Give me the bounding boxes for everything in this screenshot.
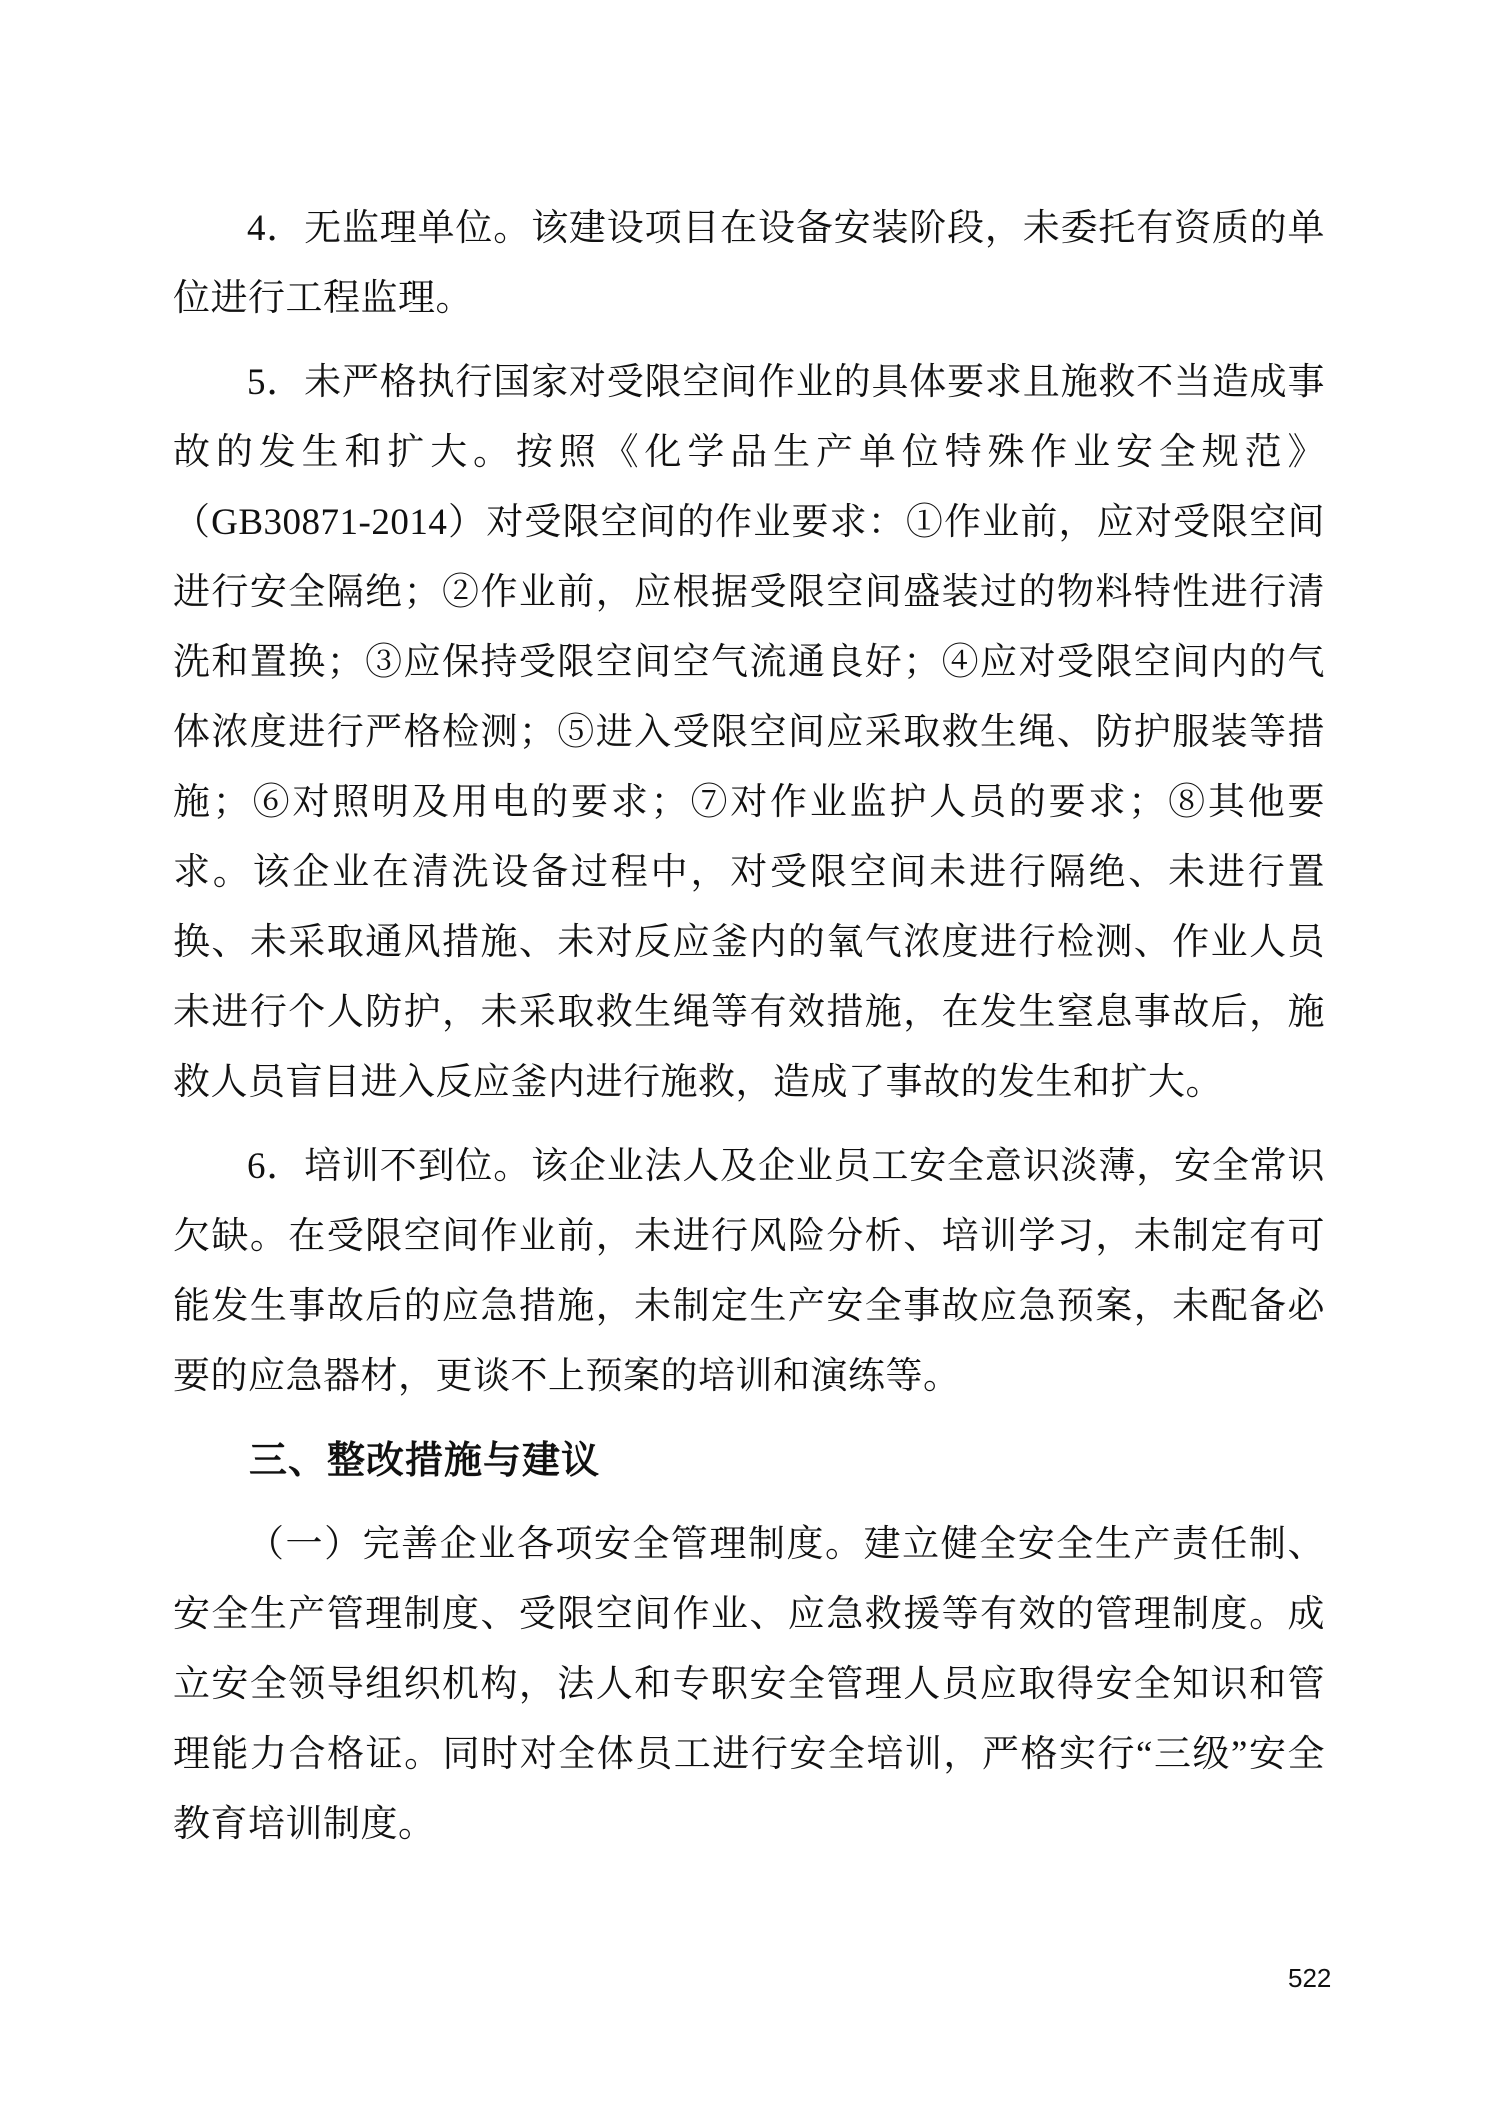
paragraph-item-4: 4．无监理单位。该建设项目在设备安装阶段，未委托有资质的单位进行工程监理。 bbox=[173, 208, 1325, 319]
page-number: 522 bbox=[1288, 1963, 1332, 1993]
paragraph-item-5: 5．未严格执行国家对受限空间作业的具体要求且施救不当造成事故的发生和扩大。按照《化学品生产单位特殊作业安全规范》（GB30871-2014）对受限空间的作业要求：①作业前，应对受限空间进行安全隔绝；②作业前，应根据受限空间盛装过的物料特性进行清洗和置换；③应保持受限空间空气流通良好；④应对受限空间内的气体浓度进行严格检测；⑤进入受限空间应采取救生绳、防护服装等措施；⑥对照明及用电的要求；⑦对作业监护人员的要求；⑧其他要求。该企业在清洗设备过程中，对受限空间未进行隔绝、未进行置换、未采取通风措施、未对反应釜内的氧气浓度进行检测、作业人员未进行个人防护，未采取救生绳等有效措施，在发生窒息事故后，施救人员盲目进入反应釜内进行施救，造成了事故的发生和扩大。 bbox=[173, 362, 1325, 1103]
paragraph-item-7-1: （一）完善企业各项安全管理制度。建立健全安全生产责任制、安全生产管理制度、受限空间作业、应急救援等有效的管理制度。成立安全领导组织机构，法人和专职安全管理人员应取得安全知识和管理能力合格证。同时对全体员工进行安全培训，严格实行“三级”安全教育培训制度。 bbox=[173, 1524, 1325, 1845]
paragraph-item-6: 6．培训不到位。该企业法人及企业员工安全意识淡薄，安全常识欠缺。在受限空间作业前，未进行风险分析、培训学习，未制定有可能发生事故后的应急措施，未制定生产安全事故应急预案，未配备必要的应急器材，更谈不上预案的培训和演练等。 bbox=[173, 1146, 1325, 1397]
section-heading-rectification-measures: 三、整改措施与建议 bbox=[249, 1440, 601, 1482]
document-body bbox=[173, 194, 1325, 1874]
